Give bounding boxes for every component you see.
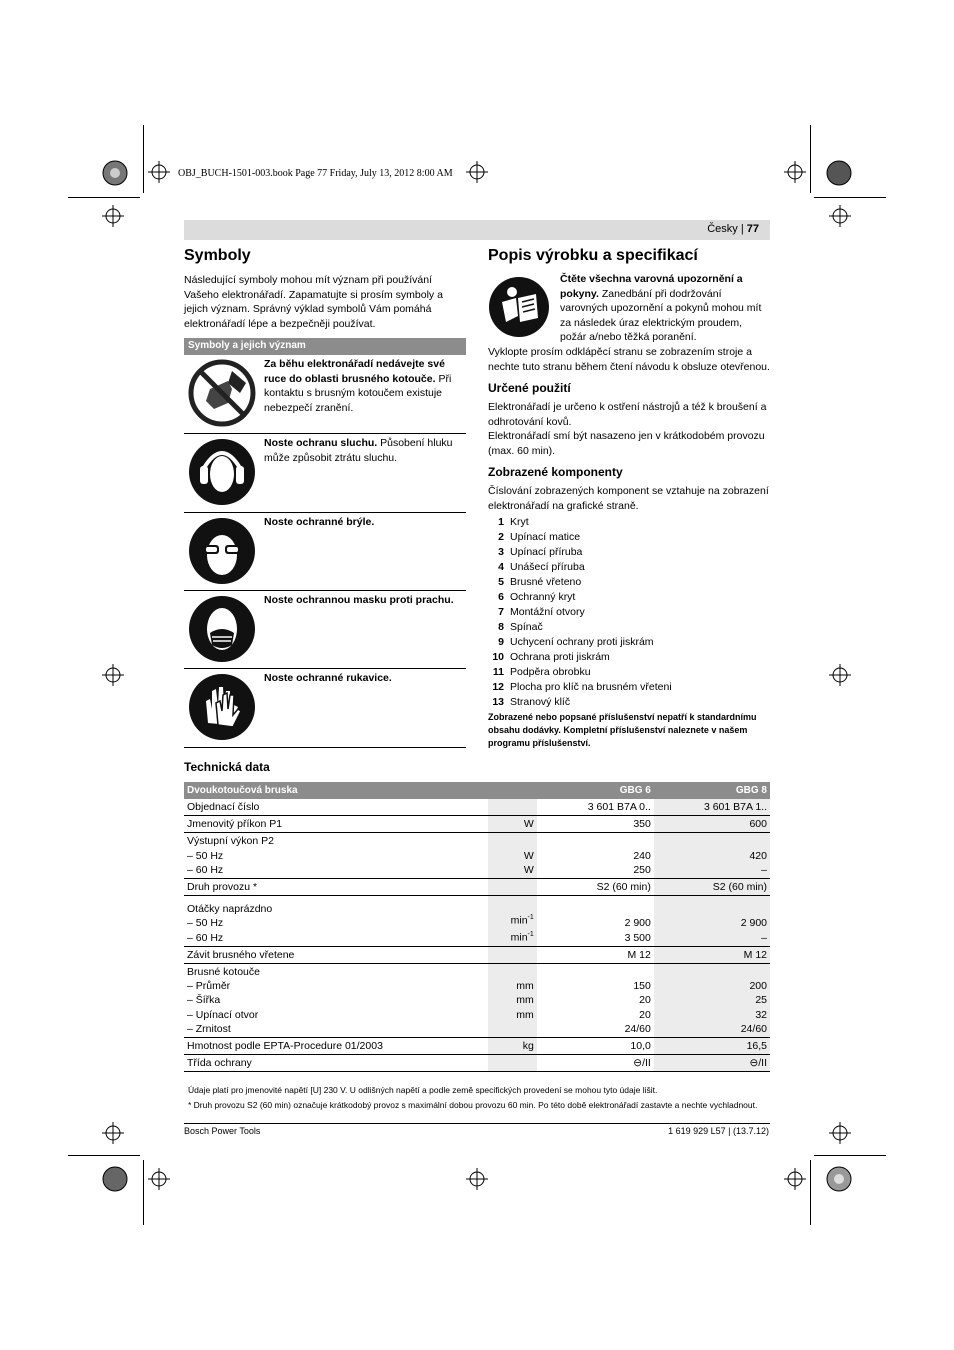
list-item: 1 Kryt — [498, 516, 529, 528]
crop-mark — [810, 125, 811, 193]
table-header-cell — [488, 782, 537, 799]
footer-divider — [184, 1123, 770, 1124]
cell-line: 10,0 — [630, 1040, 651, 1053]
description-title: Popis výrobku a specifikací — [488, 247, 698, 264]
table-cell — [537, 1055, 654, 1072]
table-row — [184, 1038, 770, 1055]
registration-mark-icon — [829, 1122, 851, 1144]
cell-line: Závit brusného vřetene — [187, 948, 295, 961]
cell-line: 600 — [749, 818, 767, 831]
list-item: 12 Plocha pro klíč na brusném vřeteni — [492, 681, 672, 693]
table-cell — [488, 1038, 537, 1055]
cell-line: 240 — [633, 849, 651, 862]
cell-line: 250 — [633, 863, 651, 876]
cell-line: W — [523, 849, 534, 862]
table-cell — [488, 964, 537, 1038]
cell-line: Brusné kotouče — [187, 966, 260, 979]
symbols-table-header — [184, 338, 466, 355]
tech-data-table — [184, 782, 770, 1072]
table-header-cell: Dvoukotoučová bruska — [184, 782, 488, 799]
cell-line: Třída ochrany — [187, 1057, 252, 1070]
header-language: Česky — [707, 223, 738, 235]
table-row — [184, 964, 770, 1038]
crop-mark — [814, 197, 886, 198]
cell-line — [491, 897, 534, 911]
crop-mark — [68, 197, 140, 198]
fold-out-text: Vyklopte prosím odklápěcí stranu se zobrazením stroje a nechte tuto stranu během čtení návodu k obsluze otevřenou. — [488, 346, 770, 373]
table-cell — [488, 1055, 537, 1072]
cell-line — [491, 948, 534, 962]
table-cell — [184, 896, 488, 947]
page-header-bar — [184, 220, 770, 240]
no-hands-near-wheel-icon — [188, 359, 256, 427]
cell-line: 150 — [633, 980, 651, 993]
cell-line: – — [761, 863, 767, 876]
table-cell — [488, 833, 537, 879]
registration-mark-icon — [784, 161, 806, 183]
registration-mark-icon — [829, 205, 851, 227]
cell-line: Objednací číslo — [187, 801, 260, 813]
registration-mark-icon — [102, 664, 124, 686]
cell-line: 16,5 — [746, 1040, 767, 1053]
table-cell — [654, 946, 770, 963]
table-cell — [488, 896, 537, 947]
cell-line: M 12 — [627, 948, 651, 961]
list-item: 5 Brusné vřeteno — [498, 576, 582, 588]
cell-line: Jmenovitý příkon P1 — [187, 818, 283, 831]
cell-line: 2 900 — [624, 917, 651, 930]
cell-line: S2 (60 min) — [596, 881, 651, 894]
cell-line: Hmotnost podle EPTA-Procedure 01/2003 — [187, 1040, 383, 1053]
table-cell — [537, 946, 654, 963]
cell-line: ⊖/II — [749, 1057, 767, 1070]
cell-line: ⊖/II — [633, 1057, 651, 1070]
symbols-intro: Následující symboly mohou mít význam při používání Vašeho elektronářadí. Zapamatujte si prosím symboly a jejich význam. Správný výklad symbolů Vám pomáhá elektronářadí lépe a bezpečněji používat. — [184, 274, 443, 330]
crop-mark — [143, 125, 144, 193]
list-item: 3 Upínací příruba — [498, 546, 583, 558]
cell-line: 20 — [639, 994, 651, 1007]
table-cell — [184, 964, 488, 1038]
cell-line: – — [761, 931, 767, 944]
cell-line: – 50 Hz — [187, 849, 224, 862]
cell-line — [491, 1056, 534, 1070]
table-cell — [654, 964, 770, 1038]
symbols-table-header-label: Symboly a jejich význam — [188, 340, 306, 351]
table-cell — [537, 879, 654, 896]
footnote: Údaje platí pro jmenovité napětí [U] 230 V. U odlišných napětí a podle země specifických provedení se mohou tyto údaje lišit. — [188, 1085, 658, 1095]
table-row — [184, 946, 770, 963]
list-item: 2 Upínací matice — [498, 531, 581, 543]
list-item: 11 Podpěra obrobku — [492, 666, 591, 678]
registration-mark-icon — [784, 1168, 806, 1190]
symbol-row — [184, 591, 466, 669]
hearing-protection-icon — [188, 438, 256, 506]
cell-line: 420 — [749, 849, 767, 862]
footer-brand: Bosch Power Tools — [184, 1126, 261, 1136]
color-wheel-icon — [102, 160, 128, 186]
intended-use-title: Určené použití — [488, 381, 571, 395]
symbol-row — [184, 513, 466, 591]
cell-line: 3 601 B7A 1.. — [703, 801, 767, 813]
intended-use-text-2: Elektronářadí smí být nasazeno jen v krátkodobém provozu (max. 60 min). — [488, 430, 765, 457]
table-cell — [488, 816, 537, 833]
registration-mark-icon — [466, 161, 488, 183]
cell-line: 24/60 — [740, 1022, 767, 1035]
table-cell — [488, 879, 537, 896]
cell-line — [657, 834, 767, 848]
table-cell — [537, 964, 654, 1038]
cell-line: mm — [516, 1008, 534, 1021]
table-cell — [184, 1055, 488, 1072]
crop-mark — [68, 1155, 140, 1156]
table-header-row — [184, 782, 770, 799]
table-cell — [654, 879, 770, 896]
table-row — [184, 1055, 770, 1072]
table-cell — [654, 833, 770, 879]
cell-line: Výstupní výkon P2 — [187, 835, 274, 848]
intended-use-text-1: Elektronářadí je určeno k ostření nástrojů a též k broušení a odhrotování kovů. — [488, 401, 767, 428]
cell-line: 200 — [749, 980, 767, 993]
symbol-row — [184, 355, 466, 434]
cell-line: – 60 Hz — [187, 863, 224, 876]
tech-data-title: Technická data — [184, 760, 270, 774]
table-cell — [654, 799, 770, 816]
table-cell — [184, 816, 488, 833]
cell-line — [657, 902, 767, 916]
cell-line: Druh provozu * — [187, 881, 258, 894]
table-cell — [488, 799, 537, 816]
cell-line: – Zrnitost — [187, 1022, 231, 1035]
symbols-title: Symboly — [184, 247, 251, 264]
page-header — [707, 223, 759, 235]
page-number: 77 — [746, 223, 759, 235]
cell-line — [540, 834, 651, 848]
table-cell — [537, 896, 654, 947]
table-cell — [184, 799, 488, 816]
color-wheel-icon — [826, 160, 852, 186]
cell-line: 3 500 — [624, 931, 651, 944]
color-wheel-icon — [826, 1166, 852, 1192]
cell-line: W — [523, 863, 534, 876]
warning-text: Čtěte všechna varovná upozornění a pokyny. Zanedbání při dodržování varovných upozornění a pokynů mohou mít za následek úraz elektrickým proudem, požár a/nebo těžká poranění. — [560, 273, 762, 343]
cell-line — [491, 800, 534, 814]
table-cell — [184, 946, 488, 963]
cell-line: 3 601 B7A 0.. — [587, 801, 651, 813]
cell-line — [491, 880, 534, 894]
table-cell — [488, 946, 537, 963]
cell-line: 2 900 — [740, 917, 767, 930]
cell-line — [491, 834, 534, 848]
symbol-description: Noste ochranu sluchu. Působení hluku může způsobit ztrátu sluchu. — [264, 437, 453, 464]
cell-line: M 12 — [743, 948, 767, 961]
symbol-description: Noste ochranné rukavice. — [264, 672, 392, 684]
cell-line: – Průměr — [187, 980, 231, 993]
cell-line: S2 (60 min) — [712, 881, 767, 894]
table-cell — [184, 1038, 488, 1055]
symbol-description: Noste ochranné brýle. — [264, 516, 375, 528]
list-item: 8 Spínač — [498, 621, 543, 633]
symbol-description: Noste ochrannou masku proti prachu. — [264, 594, 454, 606]
cell-line: 25 — [755, 994, 767, 1007]
components-intro: Číslování zobrazených komponent se vztahuje na zobrazení elektronářadí na grafické straně. — [488, 485, 769, 512]
cell-line: – Upínací otvor — [187, 1008, 259, 1021]
table-cell — [537, 1038, 654, 1055]
table-row — [184, 879, 770, 896]
symbol-row — [184, 434, 466, 513]
table-cell — [654, 1038, 770, 1055]
registration-mark-icon — [148, 1168, 170, 1190]
crop-mark — [814, 1155, 886, 1156]
cell-line: – 50 Hz — [187, 917, 224, 930]
cell-line: $\min^{-1}$ — [510, 914, 534, 927]
cell-line — [491, 965, 534, 979]
cell-line — [540, 965, 651, 979]
cell-line: 32 — [755, 1008, 767, 1021]
cell-line: 350 — [633, 818, 651, 831]
table-cell — [654, 896, 770, 947]
table-cell — [184, 879, 488, 896]
table-cell — [654, 816, 770, 833]
table-row — [184, 816, 770, 833]
cell-line: 20 — [639, 1008, 651, 1021]
cell-line: W — [523, 818, 534, 831]
crop-mark — [143, 1160, 144, 1225]
cell-line: $\min^{-1}$ — [510, 931, 534, 944]
dust-mask-icon — [188, 595, 256, 663]
cell-line: – 60 Hz — [187, 931, 224, 944]
table-row — [184, 833, 770, 879]
list-item: 9 Uchycení ochrany proti jiskrám — [498, 636, 654, 648]
protective-gloves-icon — [188, 673, 256, 741]
footer-doc-number: 1 619 929 L57 | (13.7.12) — [668, 1126, 769, 1136]
cell-line: kg — [522, 1040, 534, 1053]
list-item: 10 Ochrana proti jiskrám — [492, 651, 610, 663]
print-mark: OBJ_BUCH-1501-003.book Page 77 Friday, July 13, 2012 8:00 AM — [178, 168, 453, 179]
cell-line — [540, 902, 651, 916]
registration-mark-icon — [102, 1122, 124, 1144]
safety-goggles-icon — [188, 517, 256, 585]
list-item: 13 Stranový klíč — [492, 696, 571, 708]
component-list — [488, 515, 672, 710]
cell-line: 24/60 — [624, 1022, 651, 1035]
registration-mark-icon — [466, 1168, 488, 1190]
table-header-cell: GBG 6 — [537, 782, 654, 799]
color-wheel-icon — [102, 1166, 128, 1192]
registration-mark-icon — [102, 205, 124, 227]
cell-line — [491, 1022, 534, 1036]
registration-mark-icon — [829, 664, 851, 686]
symbol-row — [184, 669, 466, 748]
cell-line: – Šířka — [187, 994, 221, 1007]
table-cell — [654, 1055, 770, 1072]
list-item: 4 Unášecí příruba — [498, 561, 585, 573]
crop-mark — [810, 1160, 811, 1225]
table-row — [184, 799, 770, 816]
symbol-description: Za běhu elektronářadí nedávejte své ruce do oblasti brusného kotouče. Při kontaktu s brusným kotoučem existuje nebezpečí zranění. — [264, 358, 452, 414]
read-manual-icon — [488, 276, 550, 338]
footnote: * Druh provozu S2 (60 min) označuje krátkodobý provoz s maximální dobou provozu 60 min. Po této době elektronářadí zastavte a nechte vychladnout. — [188, 1100, 758, 1110]
table-row — [184, 896, 770, 947]
table-header-cell: GBG 8 — [654, 782, 770, 799]
table-cell — [537, 816, 654, 833]
header-separator: | — [740, 223, 744, 235]
registration-mark-icon — [148, 161, 170, 183]
cell-line: Otáčky naprázdno — [187, 903, 273, 916]
accessory-note: Zobrazené nebo popsané příslušenství nepatří k standardnímu obsahu dodávky. Kompletní příslušenství naleznete v našem programu příslušenství. — [488, 712, 757, 748]
cell-line: mm — [516, 994, 534, 1007]
components-title: Zobrazené komponenty — [488, 465, 623, 479]
cell-line — [657, 965, 767, 979]
table-cell — [537, 833, 654, 879]
table-cell — [537, 799, 654, 816]
list-item: 6 Ochranný kryt — [498, 591, 576, 603]
table-cell — [184, 833, 488, 879]
cell-line: mm — [516, 980, 534, 993]
list-item: 7 Montážní otvory — [498, 606, 585, 618]
